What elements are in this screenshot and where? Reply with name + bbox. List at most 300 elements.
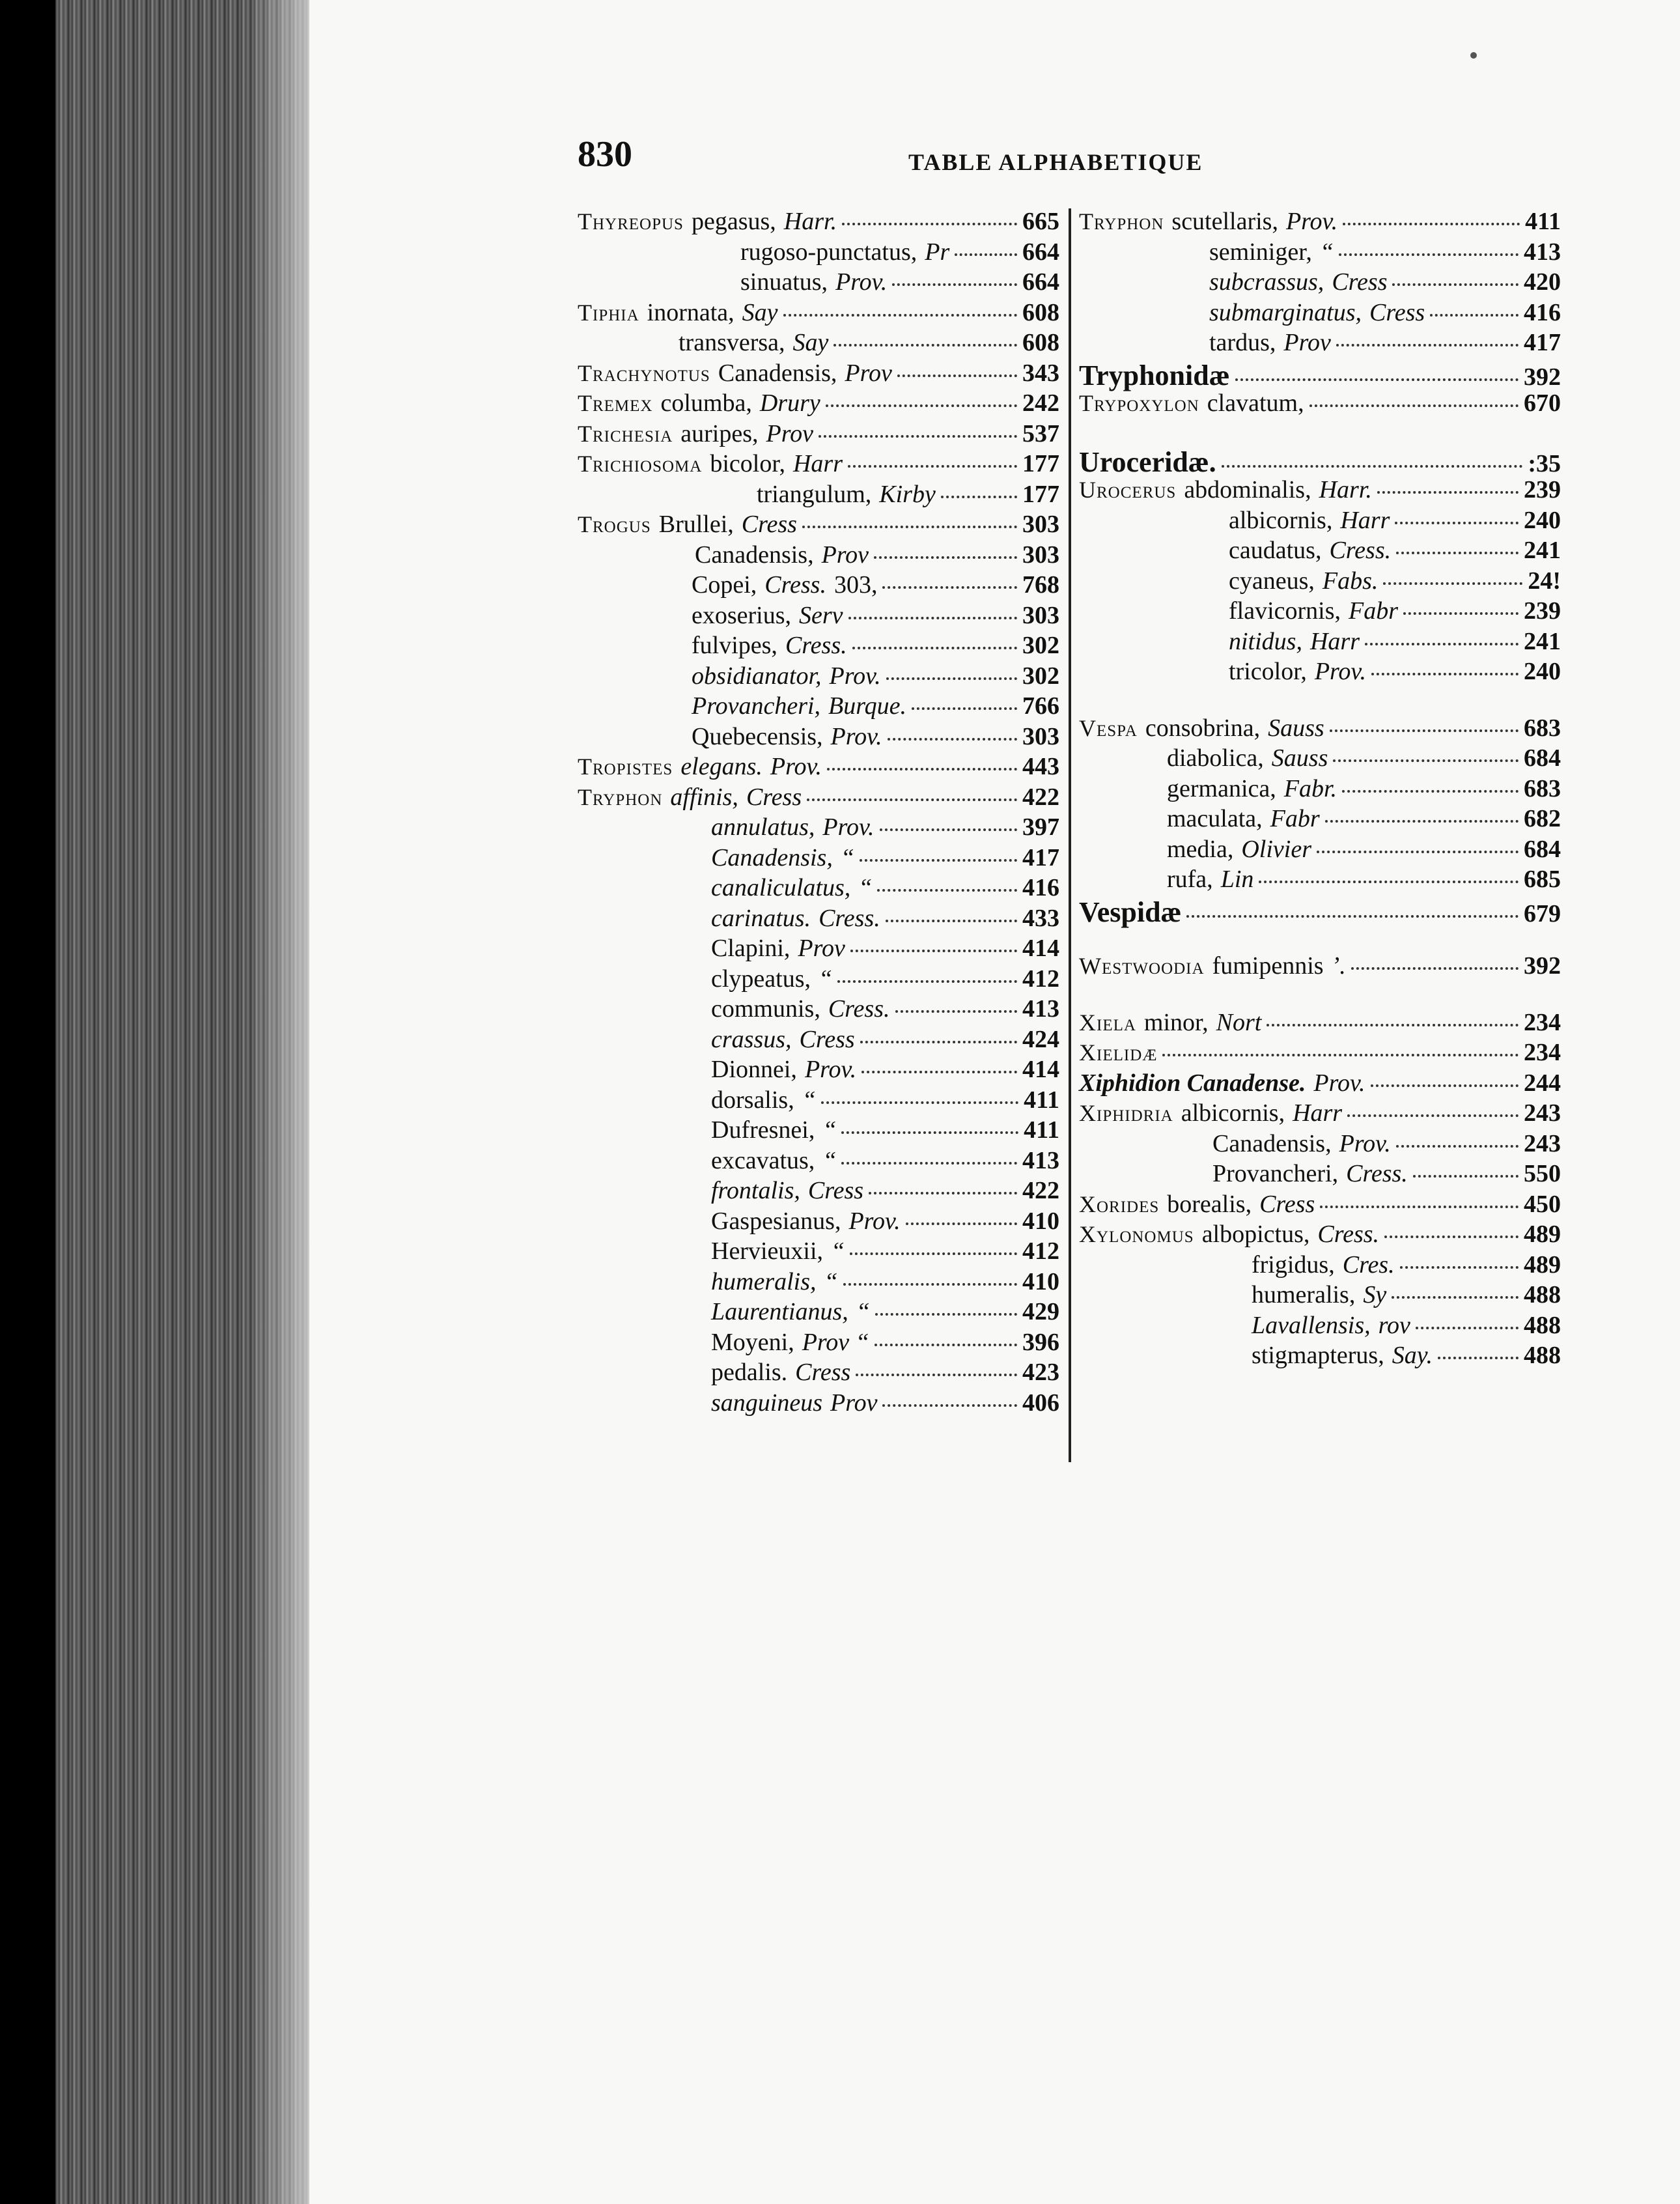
dot-leader bbox=[1365, 643, 1519, 645]
species-epithet: pegasus, bbox=[691, 208, 776, 235]
author-abbrev: Kirby bbox=[879, 480, 936, 508]
page-reference: 411 bbox=[1525, 208, 1561, 235]
genus-name: Xylonomus bbox=[1079, 1221, 1194, 1247]
species-epithet: clavatum, bbox=[1207, 389, 1304, 417]
index-entry bbox=[1079, 1129, 1561, 1160]
page-reference: 422 bbox=[1022, 1177, 1059, 1204]
dot-leader bbox=[1430, 314, 1519, 317]
page-reference: 416 bbox=[1524, 298, 1561, 326]
species-epithet: Canadensis, bbox=[1212, 1129, 1332, 1157]
species-epithet: seminiger, bbox=[1209, 238, 1312, 266]
dot-leader bbox=[841, 1162, 1017, 1165]
species-epithet: crassus, bbox=[711, 1025, 792, 1053]
species-epithet: inornata, bbox=[647, 298, 735, 326]
dot-leader bbox=[886, 677, 1017, 680]
index-entry bbox=[578, 995, 1059, 1025]
page-reference: 302 bbox=[1022, 632, 1059, 659]
page-reference: 177 bbox=[1022, 480, 1059, 508]
index-column-right bbox=[1079, 207, 1561, 1372]
page-reference: 241 bbox=[1524, 537, 1561, 564]
genus-name: Tryphon bbox=[1079, 208, 1164, 234]
index-entry bbox=[578, 783, 1059, 813]
genus-name: Trichiosoma bbox=[578, 451, 703, 477]
author-abbrev: Prov. bbox=[848, 1207, 901, 1235]
author-abbrev: Harr. bbox=[783, 208, 837, 235]
index-entry bbox=[1079, 506, 1561, 537]
column-divider bbox=[1069, 208, 1071, 1462]
index-entry bbox=[1079, 475, 1561, 506]
index-entry bbox=[578, 541, 1059, 571]
index-entry bbox=[578, 1237, 1059, 1267]
species-epithet: Copei, bbox=[692, 571, 757, 599]
author-abbrev: Cress bbox=[799, 1025, 855, 1053]
genus-name: Urocerus bbox=[1079, 477, 1177, 503]
dot-leader bbox=[1259, 881, 1519, 883]
author-abbrev: Fabr. bbox=[1283, 774, 1337, 802]
page-reference: 488 bbox=[1524, 1311, 1561, 1339]
author-abbrev: Sauss bbox=[1268, 714, 1324, 742]
species-epithet: fumipennis bbox=[1212, 952, 1324, 980]
author-abbrev: Prov. bbox=[1285, 208, 1338, 235]
index-entry bbox=[578, 873, 1059, 904]
dot-leader bbox=[1267, 1024, 1519, 1026]
dot-leader bbox=[1336, 344, 1519, 346]
dot-leader bbox=[1396, 1145, 1519, 1148]
dot-leader bbox=[875, 1344, 1017, 1346]
species-epithet: albicornis, bbox=[1229, 506, 1333, 534]
page-reference: 537 bbox=[1022, 419, 1059, 447]
author-abbrev: Nort bbox=[1216, 1008, 1262, 1036]
index-entry bbox=[578, 631, 1059, 662]
species-epithet: frontalis, bbox=[711, 1177, 800, 1204]
author-abbrev: Cress bbox=[1259, 1190, 1315, 1218]
author-abbrev: Sy bbox=[1363, 1281, 1387, 1308]
species-epithet: columba, bbox=[660, 389, 752, 417]
dot-leader bbox=[1162, 1054, 1519, 1056]
genus-name: Trichesia bbox=[578, 420, 673, 447]
running-title: TABLE ALPHABETIQUE bbox=[908, 149, 1203, 175]
index-entry bbox=[578, 480, 1059, 511]
dot-leader bbox=[1413, 1175, 1519, 1178]
species-epithet: Provancheri, bbox=[692, 692, 821, 720]
genus-name: Xiphidria bbox=[1079, 1100, 1173, 1126]
author-abbrev: Prov. bbox=[1339, 1129, 1391, 1157]
author-abbrev: Cress. bbox=[1317, 1221, 1380, 1248]
author-abbrev: Prov. bbox=[804, 1056, 857, 1083]
dot-leader bbox=[880, 828, 1017, 831]
page-reference: 412 bbox=[1022, 1237, 1059, 1265]
index-entry bbox=[1079, 714, 1561, 744]
page-reference: 413 bbox=[1022, 995, 1059, 1023]
species-epithet: Canadensis, bbox=[711, 843, 833, 871]
ink-speck bbox=[1470, 52, 1477, 59]
page-reference: 608 bbox=[1022, 298, 1059, 326]
species-epithet: Provancheri, bbox=[1212, 1160, 1339, 1187]
page-reference: 303 bbox=[1022, 722, 1059, 750]
dot-leader bbox=[1347, 1114, 1519, 1117]
species-epithet: frigidus, bbox=[1252, 1250, 1335, 1279]
species-epithet: borealis, bbox=[1167, 1190, 1252, 1218]
page-reference: 664 bbox=[1022, 268, 1059, 296]
author-abbrev: Harr bbox=[792, 450, 843, 477]
author-abbrev: “ bbox=[840, 843, 854, 871]
page-reference: 177 bbox=[1022, 450, 1059, 477]
index-entry bbox=[578, 965, 1059, 995]
author-abbrev: Prov. bbox=[1314, 658, 1366, 685]
species-epithet: Brullei, bbox=[658, 511, 734, 538]
index-entry bbox=[578, 722, 1059, 753]
dot-leader bbox=[892, 283, 1017, 286]
page-reference: 608 bbox=[1022, 329, 1059, 356]
dot-leader bbox=[783, 314, 1017, 317]
page-reference: 413 bbox=[1022, 1146, 1059, 1174]
species-epithet: humeralis, bbox=[711, 1267, 817, 1295]
index-entry bbox=[1079, 627, 1561, 658]
page-reference: 412 bbox=[1022, 965, 1059, 993]
page-reference: 303 bbox=[1022, 541, 1059, 569]
page-reference: 240 bbox=[1524, 506, 1561, 534]
page-reference: 302 bbox=[1022, 662, 1059, 690]
page-reference: 682 bbox=[1524, 805, 1561, 832]
page-reference: 488 bbox=[1524, 1281, 1561, 1308]
index-entry bbox=[1079, 268, 1561, 298]
page-reference: 396 bbox=[1022, 1328, 1059, 1356]
page-reference: 406 bbox=[1022, 1389, 1059, 1417]
dot-leader bbox=[841, 1131, 1018, 1134]
species-epithet: communis, bbox=[711, 995, 820, 1023]
dot-leader bbox=[827, 768, 1017, 770]
species-epithet: germanica, bbox=[1167, 774, 1276, 802]
index-entry bbox=[578, 662, 1059, 692]
author-abbrev: Cress bbox=[795, 1359, 851, 1386]
genus-name: Trypoxylon bbox=[1079, 390, 1199, 416]
author-abbrev: “ bbox=[831, 1237, 845, 1265]
dot-leader bbox=[875, 1313, 1017, 1316]
page-reference: 414 bbox=[1022, 1056, 1059, 1083]
page-reference: 411 bbox=[1024, 1116, 1059, 1144]
species-epithet: Dufresnei, bbox=[711, 1116, 815, 1144]
species-epithet: maculata, bbox=[1167, 805, 1263, 832]
species-epithet: Xiphidion Canadense. bbox=[1079, 1069, 1306, 1097]
index-entry bbox=[578, 571, 1059, 601]
dot-leader bbox=[1416, 1327, 1519, 1329]
index-entry bbox=[1079, 389, 1561, 419]
dot-leader bbox=[1325, 820, 1519, 823]
dot-leader bbox=[874, 556, 1017, 559]
index-entry bbox=[578, 328, 1059, 359]
index-entry bbox=[1079, 804, 1561, 835]
species-epithet: annulatus, bbox=[711, 813, 815, 841]
index-entry bbox=[1079, 774, 1561, 805]
author-abbrev: Prov bbox=[830, 1389, 878, 1417]
dot-leader bbox=[1342, 790, 1519, 793]
author-abbrev: Olivier bbox=[1241, 835, 1311, 863]
dot-leader bbox=[860, 859, 1017, 862]
genus-name: Xiela bbox=[1079, 1009, 1136, 1036]
dot-leader bbox=[1400, 1266, 1519, 1269]
author-abbrev: Cress. bbox=[1346, 1160, 1408, 1187]
page-reference: 413 bbox=[1524, 238, 1561, 266]
page-reference: 243 bbox=[1524, 1099, 1561, 1127]
index-entry bbox=[578, 1025, 1059, 1056]
species-epithet: tricolor, bbox=[1229, 658, 1307, 685]
author-abbrev: Cress. bbox=[819, 904, 880, 932]
index-entry bbox=[578, 752, 1059, 783]
page-reference: 244 bbox=[1524, 1069, 1561, 1097]
index-entry bbox=[578, 1389, 1059, 1419]
species-epithet: sanguineus bbox=[711, 1389, 822, 1417]
index-entry bbox=[578, 389, 1059, 419]
author-abbrev: Fabs. bbox=[1322, 567, 1379, 595]
dot-leader bbox=[852, 647, 1017, 649]
index-entry bbox=[1079, 952, 1561, 982]
index-entry bbox=[1079, 1311, 1561, 1342]
author-abbrev: Fabr bbox=[1270, 805, 1320, 832]
page-reference: 417 bbox=[1022, 843, 1059, 871]
dot-leader bbox=[888, 738, 1017, 741]
page-reference: 423 bbox=[1022, 1359, 1059, 1386]
page-reference: 343 bbox=[1022, 359, 1059, 387]
author-abbrev: Pr bbox=[925, 238, 950, 266]
genus-name: Tremex bbox=[578, 390, 653, 416]
species-epithet: Hervieuxii, bbox=[711, 1237, 824, 1265]
author-abbrev: “ bbox=[824, 1267, 838, 1295]
index-column-left bbox=[578, 207, 1059, 1419]
index-entry bbox=[578, 813, 1059, 843]
index-entry bbox=[578, 1176, 1059, 1207]
index-entry bbox=[578, 904, 1059, 935]
author-abbrev: Prov. bbox=[770, 753, 822, 780]
author-abbrev: Harr bbox=[1293, 1099, 1343, 1127]
index-entry bbox=[578, 1328, 1059, 1359]
dot-leader bbox=[860, 1041, 1017, 1043]
author-abbrev: “ bbox=[822, 1146, 837, 1174]
species-epithet: canaliculatus, bbox=[711, 874, 851, 901]
dot-leader bbox=[1309, 404, 1519, 407]
author-abbrev: Sauss bbox=[1271, 744, 1328, 772]
species-epithet: elegans. bbox=[680, 753, 763, 780]
page-reference: 303 bbox=[1022, 601, 1059, 629]
species-epithet: exoserius, bbox=[692, 601, 792, 629]
extra-page-ref: 303, bbox=[833, 571, 878, 599]
dot-leader bbox=[1333, 759, 1519, 762]
dot-leader bbox=[1396, 552, 1519, 554]
genus-name: Tryphon bbox=[578, 784, 663, 810]
author-abbrev: Drury bbox=[759, 389, 820, 417]
index-entry bbox=[1079, 328, 1561, 359]
species-epithet: diabolica, bbox=[1167, 744, 1264, 772]
author-abbrev: rov bbox=[1378, 1311, 1410, 1339]
index-entry bbox=[1079, 1008, 1561, 1039]
page-reference: 411 bbox=[1024, 1086, 1059, 1114]
index-entry bbox=[1079, 896, 1561, 926]
genus-name: Xorides bbox=[1079, 1191, 1160, 1217]
species-epithet: stigmapterus, bbox=[1252, 1342, 1384, 1369]
dot-leader bbox=[1377, 491, 1519, 494]
species-epithet: Quebecensis, bbox=[692, 722, 823, 750]
index-entry bbox=[578, 1297, 1059, 1328]
author-abbrev: “ bbox=[802, 1086, 816, 1114]
dot-leader bbox=[843, 1283, 1017, 1286]
dot-leader bbox=[833, 344, 1017, 346]
species-epithet: rufa, bbox=[1167, 866, 1213, 893]
species-epithet: Clapini, bbox=[711, 935, 791, 962]
page-reference: 768 bbox=[1022, 571, 1059, 599]
dot-leader bbox=[1383, 582, 1522, 585]
page-reference: 489 bbox=[1524, 1250, 1561, 1279]
index-entry bbox=[578, 238, 1059, 268]
species-epithet: minor, bbox=[1143, 1008, 1209, 1036]
dot-leader bbox=[1186, 915, 1519, 918]
page-reference: 670 bbox=[1524, 389, 1561, 417]
dot-leader bbox=[837, 980, 1017, 983]
page-reference: 392 bbox=[1524, 363, 1561, 391]
author-abbrev: Prov. bbox=[835, 268, 888, 296]
page-reference: 684 bbox=[1524, 744, 1561, 772]
page-reference: 420 bbox=[1524, 268, 1561, 296]
index-entry bbox=[1079, 835, 1561, 866]
genus-name: Tiphia bbox=[578, 299, 639, 326]
author-abbrev: Prov bbox=[821, 541, 869, 569]
author-abbrev: Harr bbox=[1309, 627, 1360, 655]
page-reference: 392 bbox=[1524, 952, 1561, 980]
page-reference: 242 bbox=[1022, 389, 1059, 417]
author-abbrev: Say bbox=[742, 298, 778, 326]
species-epithet: Laurentianus, bbox=[711, 1298, 848, 1325]
author-abbrev: “ bbox=[858, 874, 873, 901]
page-reference: 685 bbox=[1524, 866, 1561, 893]
index-entry bbox=[578, 1267, 1059, 1298]
index-entry bbox=[1079, 536, 1561, 567]
dot-leader bbox=[807, 798, 1017, 801]
dot-leader bbox=[882, 586, 1017, 589]
author-abbrev: Fabr bbox=[1349, 597, 1399, 625]
author-abbrev: Prov bbox=[798, 935, 845, 962]
dot-leader bbox=[897, 374, 1017, 377]
index-entry bbox=[1079, 1341, 1561, 1372]
genus-name: Westwoodia bbox=[1079, 953, 1205, 979]
page-reference: 450 bbox=[1524, 1190, 1561, 1218]
species-epithet: transversa, bbox=[679, 329, 785, 356]
page-reference: 240 bbox=[1524, 658, 1561, 685]
author-abbrev: Cress. bbox=[764, 571, 826, 599]
dot-leader bbox=[1403, 612, 1519, 615]
author-abbrev: Cress bbox=[1369, 298, 1425, 326]
author-abbrev: Cress bbox=[807, 1177, 864, 1204]
dot-leader bbox=[802, 526, 1017, 528]
index-entry bbox=[1079, 1250, 1561, 1281]
index-entry bbox=[578, 1055, 1059, 1086]
page-reference: 550 bbox=[1524, 1160, 1561, 1187]
author-abbrev: Prov bbox=[1283, 329, 1331, 356]
species-epithet: nitidus, bbox=[1229, 627, 1302, 655]
author-abbrev: “ bbox=[822, 1116, 837, 1144]
dot-leader bbox=[895, 1010, 1018, 1013]
page-reference: 303 bbox=[1022, 511, 1059, 538]
dot-leader bbox=[1392, 283, 1519, 286]
dot-leader bbox=[1235, 378, 1519, 381]
index-entry bbox=[578, 298, 1059, 329]
dot-leader bbox=[882, 1404, 1017, 1407]
page-reference: 443 bbox=[1022, 753, 1059, 780]
dot-leader bbox=[850, 950, 1017, 952]
species-epithet: flavicornis, bbox=[1229, 597, 1341, 625]
index-entry bbox=[1079, 1220, 1561, 1250]
index-entry bbox=[578, 601, 1059, 632]
author-abbrev: Prov. bbox=[822, 813, 875, 841]
index-entry bbox=[1079, 744, 1561, 774]
species-epithet: sinuatus, bbox=[740, 268, 828, 296]
author-abbrev: Prov “ bbox=[802, 1328, 869, 1356]
page-reference: 422 bbox=[1022, 783, 1059, 811]
page-reference: 239 bbox=[1524, 597, 1561, 625]
dot-leader bbox=[1222, 465, 1523, 468]
species-epithet: affinis, bbox=[670, 783, 738, 811]
genus-name: Xielidæ bbox=[1079, 1039, 1158, 1066]
page-reference: 683 bbox=[1524, 714, 1561, 742]
species-epithet: cyaneus, bbox=[1229, 567, 1315, 595]
species-epithet: abdominalis, bbox=[1184, 476, 1311, 503]
species-epithet: dorsalis, bbox=[711, 1086, 794, 1114]
dot-leader bbox=[1371, 1084, 1519, 1087]
dot-leader bbox=[886, 920, 1017, 922]
index-entry bbox=[578, 843, 1059, 874]
dot-leader bbox=[941, 496, 1017, 498]
author-abbrev: Lin bbox=[1220, 866, 1254, 893]
dot-leader bbox=[1395, 522, 1519, 524]
dot-leader bbox=[1392, 1296, 1519, 1299]
page-reference: 417 bbox=[1524, 329, 1561, 356]
dot-leader bbox=[1438, 1357, 1519, 1359]
index-entry bbox=[1079, 1159, 1561, 1190]
index-entry bbox=[578, 1116, 1059, 1146]
author-abbrev: Cress bbox=[746, 783, 802, 811]
author-abbrev: Harr. bbox=[1319, 476, 1372, 503]
author-abbrev: “ bbox=[1319, 238, 1334, 266]
species-epithet: fulvipes, bbox=[692, 632, 777, 659]
index-entry bbox=[578, 207, 1059, 238]
author-abbrev: Cress bbox=[741, 511, 797, 538]
species-epithet: Lavallensis, bbox=[1252, 1311, 1371, 1339]
author-abbrev: Cress. bbox=[1329, 537, 1392, 564]
species-epithet: Canadensis, bbox=[718, 359, 837, 387]
index-entry bbox=[1079, 445, 1561, 476]
family-name: Tryphonidæ bbox=[1079, 359, 1230, 391]
index-entry bbox=[578, 510, 1059, 541]
dot-leader bbox=[848, 617, 1017, 619]
genus-name: Tropistes bbox=[578, 754, 673, 780]
author-abbrev: Harr bbox=[1340, 506, 1390, 534]
page-reference: 234 bbox=[1524, 1008, 1561, 1036]
family-name: Vespidæ bbox=[1079, 896, 1182, 928]
species-epithet: carinatus. bbox=[711, 904, 811, 932]
page-reference: 679 bbox=[1524, 899, 1561, 927]
author-abbrev: Prov bbox=[845, 359, 892, 387]
dot-leader bbox=[819, 435, 1017, 438]
dot-leader bbox=[826, 404, 1017, 407]
page-reference: 488 bbox=[1524, 1342, 1561, 1369]
species-epithet: caudatus, bbox=[1229, 537, 1322, 564]
dot-leader bbox=[821, 1101, 1018, 1104]
index-entry bbox=[578, 1358, 1059, 1389]
index-entry bbox=[1079, 359, 1561, 389]
dot-leader bbox=[912, 707, 1017, 710]
dot-leader bbox=[856, 1374, 1017, 1376]
species-epithet: pedalis. bbox=[711, 1359, 788, 1386]
page-reference: 416 bbox=[1022, 874, 1059, 901]
genus-name: Thyreopus bbox=[578, 208, 684, 234]
dot-leader bbox=[1384, 1236, 1519, 1238]
